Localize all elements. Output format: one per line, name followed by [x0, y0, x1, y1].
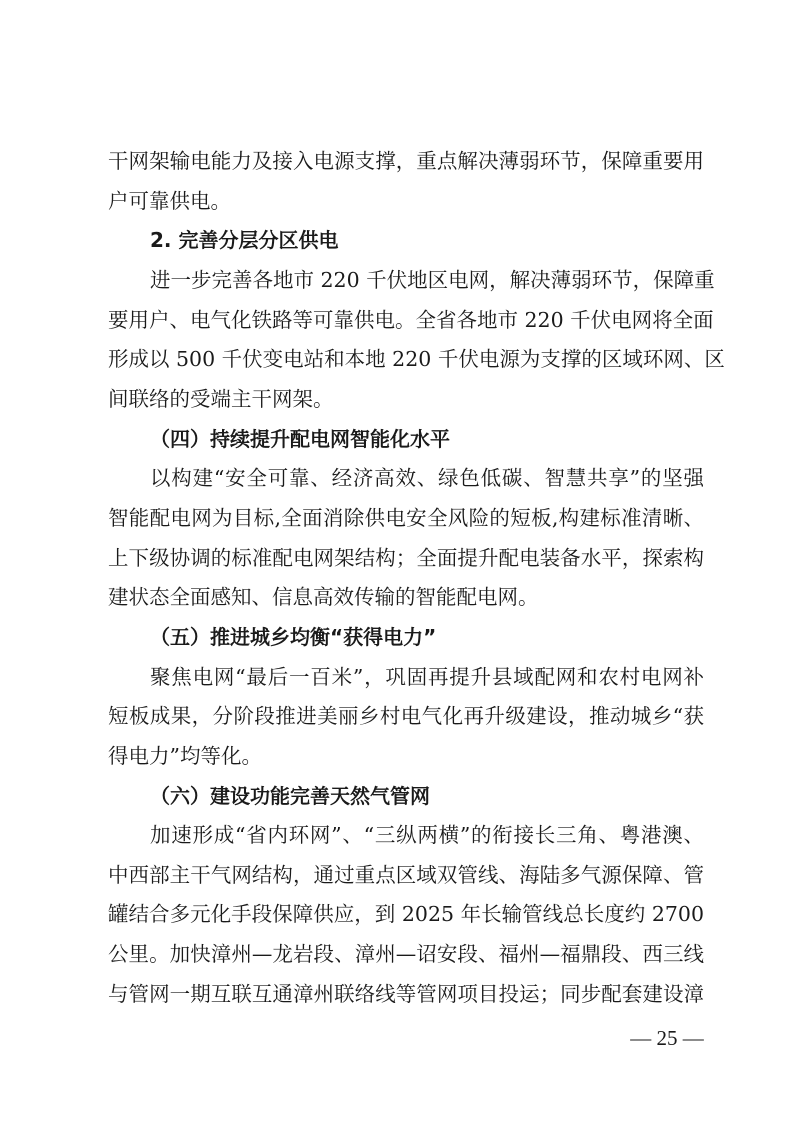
body-text-line: 间联络的受端主干网架。: [108, 386, 334, 411]
paragraph-first-line: 以构建“安全可靠、经济高效、绿色低碳、智慧共享”的坚强: [150, 466, 704, 491]
document-page: [108, 142, 725, 1014]
body-text-line: 干网架输电能力及接入电源支撑，重点解决薄弱环节，保障重要用: [108, 149, 704, 173]
section-heading: （四）持续提升配电网智能化水平: [150, 426, 450, 451]
paragraph-first-line: 进一步完善各地市 220 千伏地区电网，解决薄弱环节，保障重: [150, 267, 715, 292]
body-text-line: 户可靠供电。: [108, 188, 231, 213]
body-text-line: 要用户、电气化铁路等可靠供电。全省各地市 220 千伏电网将全面: [108, 307, 714, 332]
body-text-line: 智能配电网为目标,全面消除供电安全风险的短板,构建标准清晰、: [108, 505, 704, 530]
body-text-line: 与管网一期互联互通漳州联络线等管网项目投运；同步配套建设漳: [108, 981, 704, 1006]
body-text-line: 短板成果，分阶段推进美丽乡村电气化再升级建设，推动城乡“获: [108, 704, 704, 729]
body-text-line: 建状态全面感知、信息高效传输的智能配电网。: [108, 585, 539, 610]
section-heading: 2. 完善分层分区供电: [150, 228, 339, 253]
paragraph-first-line: 加速形成“省内环网”、“三纵两横”的衔接长三角、粤港澳、: [150, 823, 704, 848]
section-heading: （六）建设功能完善天然气管网: [150, 783, 430, 808]
page-number: — 25 —: [630, 1026, 704, 1050]
body-text-line: 形成以 500 千伏变电站和本地 220 千伏电源为支撑的区域环网、区: [108, 347, 725, 372]
body-text-line: 得电力”均等化。: [108, 743, 262, 768]
paragraph-first-line: 聚焦电网“最后一百米”，巩固再提升县域配网和农村电网补: [150, 664, 704, 689]
body-text-line: 上下级协调的标准配电网架结构；全面提升配电装备水平，探索构: [108, 545, 704, 570]
section-heading: （五）推进城乡均衡“获得电力”: [150, 624, 437, 649]
body-text-line: 公里。加快漳州—龙岩段、漳州—诏安段、福州—福鼎段、西三线: [108, 942, 704, 967]
body-text-line: 罐结合多元化手段保障供应，到 2025 年长输管线总长度约 2700: [108, 902, 704, 927]
body-text-line: 中西部主干气网结构，通过重点区域双管线、海陆多气源保障、管: [108, 862, 704, 887]
